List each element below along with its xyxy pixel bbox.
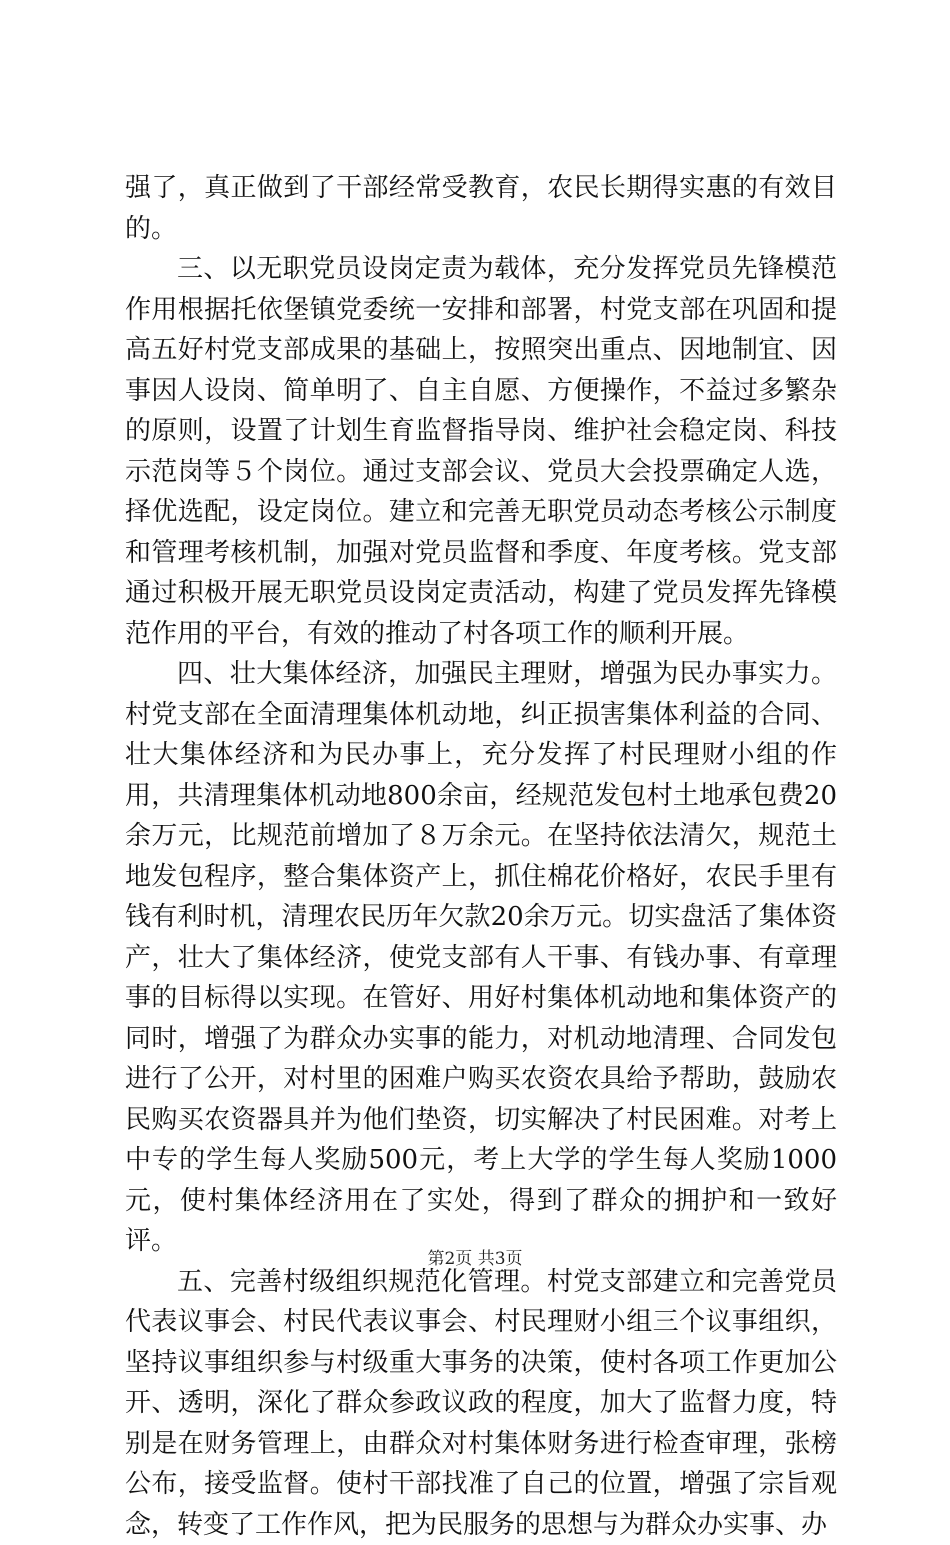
page-footer: 第2页 共3页 (0, 1244, 950, 1269)
paragraph-section-3: 三、以无职党员设岗定责为载体，充分发挥党员先锋模范作用根据托依堡镇党委统一安排和部署，村党支部在巩固和提高五好村党支部成果的基础上，按照突出重点、因地制宜、因事因人设岗、简单明了、自主自愿、方便操作，不益过多繁杂的原则，设置了计划生育监督指导岗、维护社会稳定岗、科技示范岗等５个岗位。通过支部会议、党员大会投票确定人选，择优选配，设定岗位。建立和完善无职党员动态考核公示制度和管理考核机制，加强对党员监督和季度、年度考核。党支部通过积极开展无职党员设岗定责活动，构建了党员发挥先锋模范作用的平台，有效的推动了村各项工作的顺利开展。 (125, 249, 837, 654)
paragraph-continuation: 强了，真正做到了干部经常受教育，农民长期得实惠的有效目的。 (125, 168, 837, 249)
paragraph-section-4: 四、壮大集体经济，加强民主理财，增强为民办事实力。村党支部在全面清理集体机动地，纠正损害集体利益的合同、壮大集体经济和为民办事上，充分发挥了村民理财小组的作用，共清理集体机动地800余亩，经规范发包村土地承包费20余万元，比规范前增加了８万余元。在坚持依法清欠，规范土地发包程序，整合集体资产上，抓住棉花价格好，农民手里有钱有利时机，清理农民历年欠款20余万元。切实盘活了集体资产，壮大了集体经济，使党支部有人干事、有钱办事、有章理事的目标得以实现。在管好、用好村集体机动地和集体资产的同时，增强了为群众办实事的能力，对机动地清理、合同发包进行了公开，对村里的困难户购买农资农具给予帮助，鼓励农民购买农资器具并为他们垫资，切实解决了村民困难。对考上中专的学生每人奖励500元，考上大学的学生每人奖励1000元，使村集体经济用在了实处，得到了群众的拥护和一致好评。 (125, 654, 837, 1262)
document-body (125, 168, 837, 1545)
paragraph-section-5: 五、完善村级组织规范化管理。村党支部建立和完善党员代表议事会、村民代表议事会、村民理财小组三个议事组织，坚持议事组织参与村级重大事务的决策，使村各项工作更加公开、透明，深化了群众参政议政的程度，加大了监督力度，特别是在财务管理上，由群众对村集体财务进行检查审理，张榜公布，接受监督。使村干部找准了自己的位置，增强了宗旨观念，转变了工作作风，把为民服务的思想与为群众办实事、办 (125, 1262, 837, 1545)
